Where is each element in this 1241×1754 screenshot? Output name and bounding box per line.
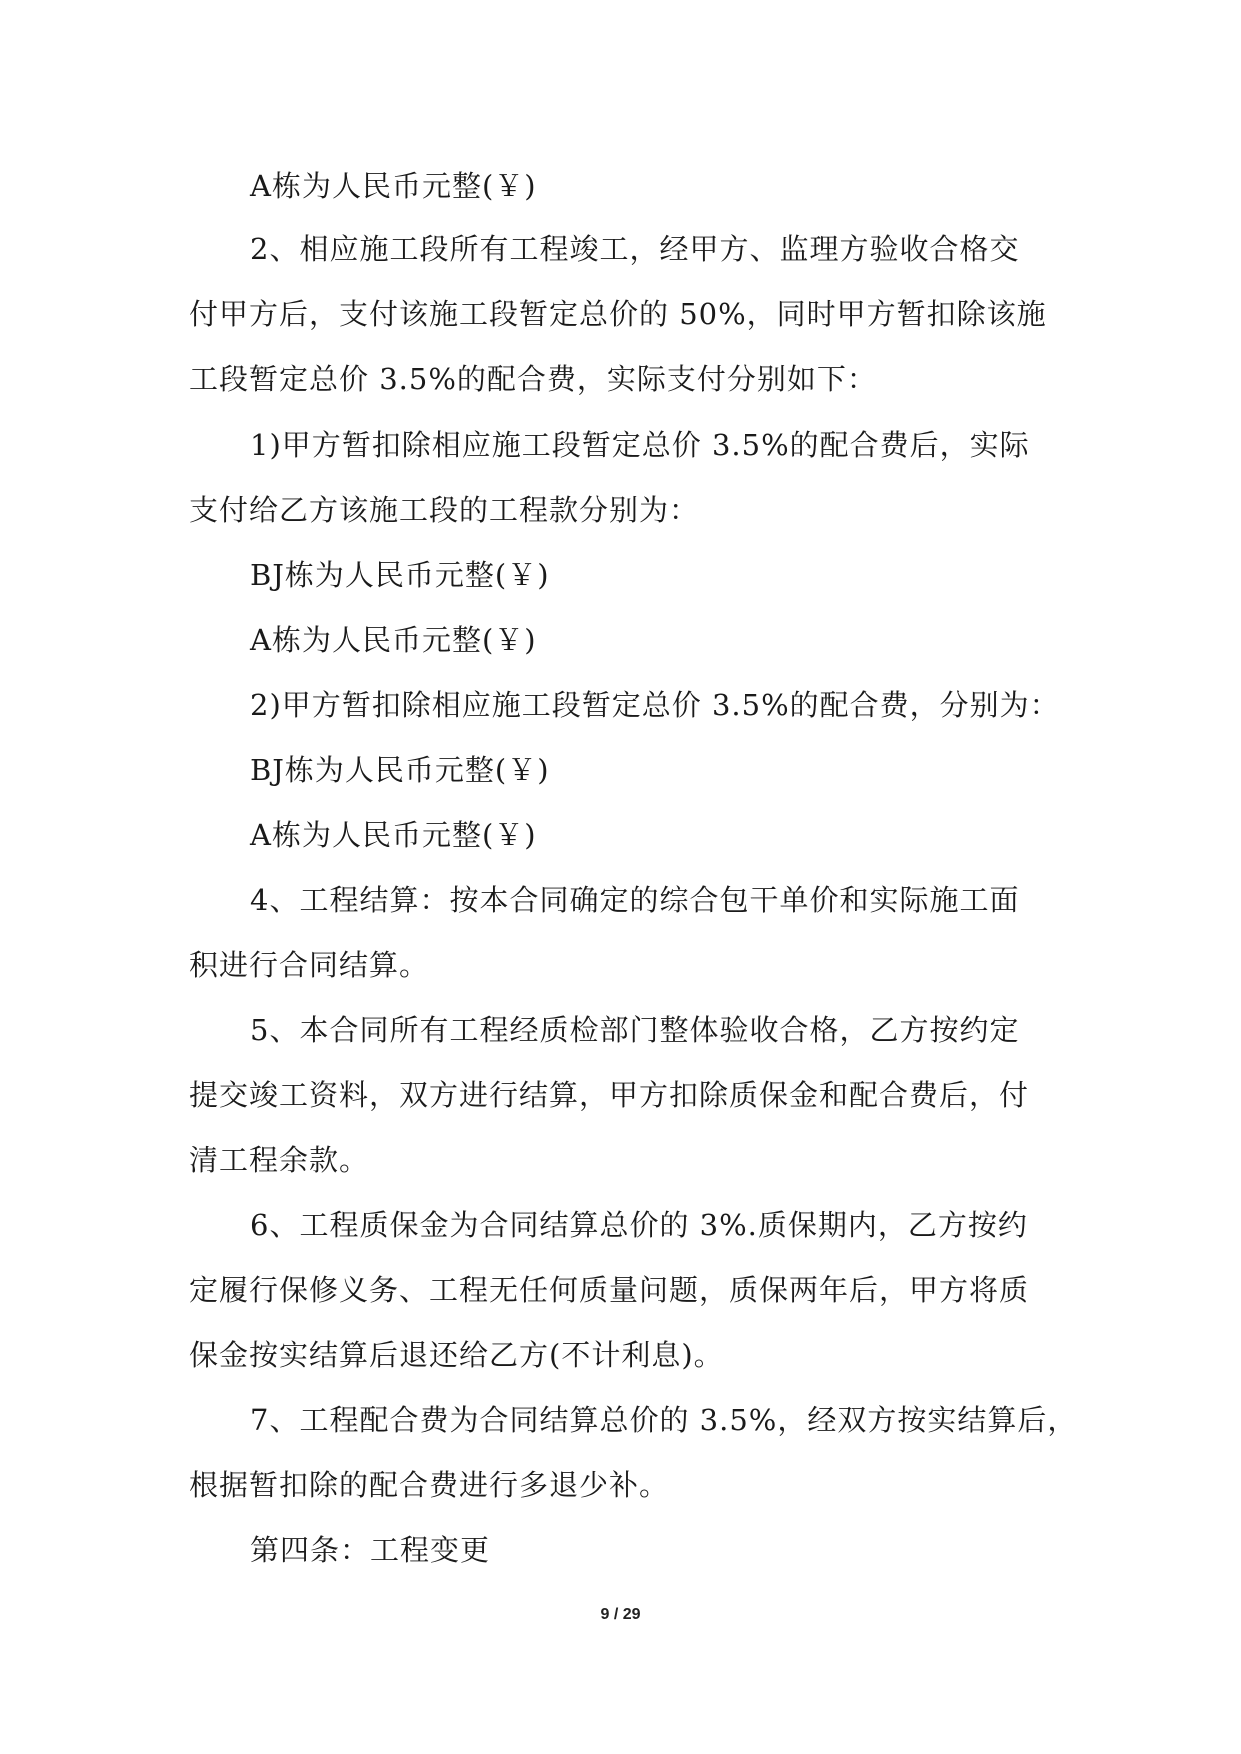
paragraph-line: 付甲方后，支付该施工段暂定总价的 50%，同时甲方暂扣除该施 <box>189 297 1047 331</box>
paragraph-line: 2、相应施工段所有工程竣工，经甲方、监理方验收合格交 <box>250 232 1020 266</box>
paragraph-line: 6、工程质保金为合同结算总价的 3%.质保期内，乙方按约 <box>250 1208 1028 1242</box>
paragraph-line: 保金按实结算后退还给乙方(不计利息)。 <box>189 1338 724 1372</box>
paragraph-line: 4、工程结算：按本合同确定的综合包干单价和实际施工面 <box>250 883 1020 917</box>
paragraph-line: 1)甲方暂扣除相应施工段暂定总价 3.5%的配合费后，实际 <box>250 428 1030 462</box>
paragraph-line: 根据暂扣除的配合费进行多退少补。 <box>189 1468 670 1502</box>
paragraph-line: 清工程余款。 <box>189 1143 370 1177</box>
paragraph-line: BJ栋为人民币元整(￥) <box>250 558 550 592</box>
section-heading: 第四条：工程变更 <box>250 1533 491 1567</box>
paragraph-line: 5、本合同所有工程经质检部门整体验收合格，乙方按约定 <box>250 1013 1020 1047</box>
paragraph-line: 支付给乙方该施工段的工程款分别为： <box>189 493 700 527</box>
paragraph-line: A栋为人民币元整(￥) <box>250 623 537 657</box>
paragraph-line: A栋为人民币元整(￥) <box>250 169 537 203</box>
page-number: 9 / 29 <box>600 1606 641 1623</box>
paragraph-line: A栋为人民币元整(￥) <box>250 818 537 852</box>
paragraph-line: 2)甲方暂扣除相应施工段暂定总价 3.5%的配合费，分别为： <box>250 688 1060 722</box>
paragraph-line: 提交竣工资料，双方进行结算，甲方扣除质保金和配合费后，付 <box>189 1078 1030 1112</box>
paragraph-line: 积进行合同结算。 <box>189 948 430 982</box>
paragraph-line: 工段暂定总价 3.5%的配合费，实际支付分别如下： <box>189 362 877 396</box>
paragraph-line: BJ栋为人民币元整(￥) <box>250 753 550 787</box>
paragraph-line: 定履行保修义务、工程无任何质量问题，质保两年后，甲方将质 <box>189 1273 1030 1307</box>
paragraph-line: 7、工程配合费为合同结算总价的 3.5%，经双方按实结算后， <box>250 1403 1078 1437</box>
